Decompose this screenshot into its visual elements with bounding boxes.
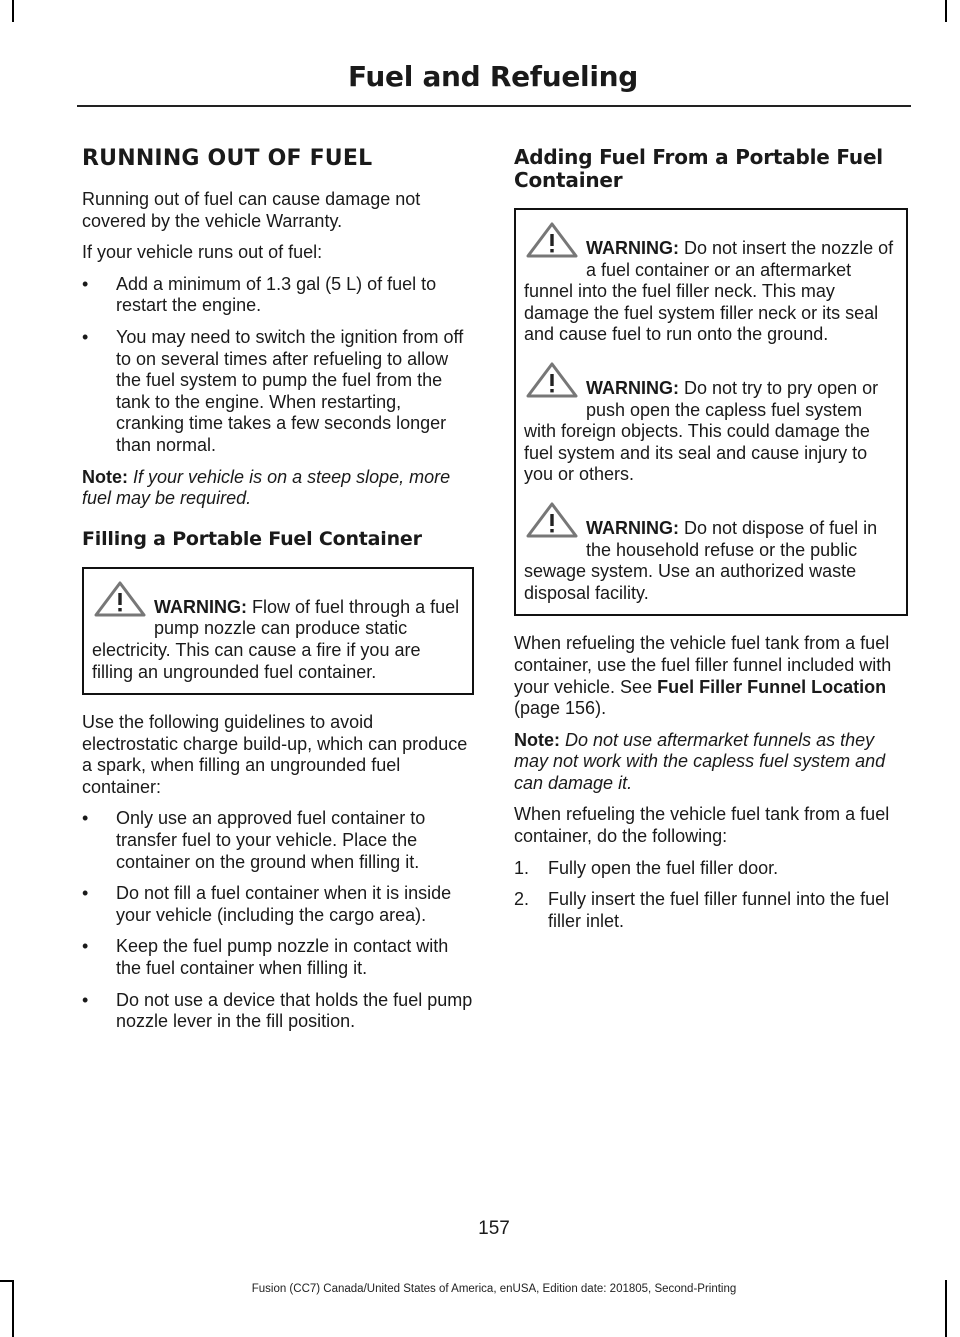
crop-mark-top-right xyxy=(945,0,947,22)
paragraph: If your vehicle runs out of fuel: xyxy=(82,242,323,263)
page-number: 157 xyxy=(478,1218,510,1239)
list-item: • Only use an approved fuel container to transfer fuel to your vehicle. Place the container on the ground when filling it. xyxy=(82,808,426,872)
list-item: 1. Fully open the fuel filler door. xyxy=(514,857,779,878)
bullet-marker: • xyxy=(82,326,89,347)
warning-triangle-icon xyxy=(524,360,580,400)
list-item: • Add a minimum of 1.3 gal (5 L) of fuel to restart the engine. xyxy=(82,273,437,316)
warning: WARNING: Do not insert the nozzle of a fuel container or an aftermarket funnel into the fuel filler neck. This may damage the fuel system filler neck or its seal and cause fuel to run onto the ground. xyxy=(524,220,898,346)
warning-box xyxy=(514,208,908,616)
paragraph: When refueling the vehicle fuel tank from a fuel container, use the fuel filler funnel included with your vehicle. See Fuel Filler Funnel Location (page 156). xyxy=(514,633,892,719)
bullet-marker: • xyxy=(82,989,89,1010)
crop-mark-bottom-left-h xyxy=(0,1280,14,1282)
step-number: 2. xyxy=(514,889,530,910)
step-number: 1. xyxy=(514,857,530,878)
header-divider xyxy=(77,105,911,107)
list-item: 2. Fully insert the fuel filler funnel into the fuel filler inlet. xyxy=(514,889,890,931)
paragraph: Use the following guidelines to avoid electrostatic charge build-up, which can produce a spark, when filling an ungrounded fuel container: xyxy=(82,712,468,797)
bullet-marker: • xyxy=(82,808,89,829)
paragraph: Running out of fuel can cause damage not covered by the vehicle Warranty. xyxy=(82,189,421,231)
right-column xyxy=(514,146,908,942)
subsection-title: Filling a Portable Fuel Container xyxy=(82,527,422,550)
cross-reference-link[interactable]: Fuel Filler Funnel Location xyxy=(657,676,887,697)
list-item: • Keep the fuel pump nozzle in contact with the fuel container when filling it. xyxy=(82,936,449,979)
warning-triangle-icon xyxy=(524,500,580,540)
warning: WARNING: Do not dispose of fuel in the household refuse or the public sewage system. Use an authorized waste disposal facility. xyxy=(524,500,898,604)
warning: WARNING: Do not try to pry open or push open the capless fuel system with foreign objects. This could damage the fuel system and its seal and cause injury to you or others. xyxy=(524,360,898,486)
list-item: • You may need to switch the ignition from off to on several times after refueling to allow the fuel system to pump the fuel from the tank to the engine. When restarting, cranking time takes a few seconds longer than normal. xyxy=(82,326,464,455)
page-header-title: Fuel and Refueling xyxy=(347,60,638,93)
numbered-list xyxy=(514,858,908,933)
list-item: • Do not fill a fuel container when it is inside your vehicle (including the cargo area). xyxy=(82,883,452,925)
bullet-list xyxy=(82,274,474,457)
subsection-title: Adding Fuel From a Portable Fuel Container xyxy=(514,145,883,192)
bullet-list xyxy=(82,808,474,1032)
warning-triangle-icon xyxy=(92,579,148,619)
warning-triangle-icon xyxy=(524,220,580,260)
footer-edition-info: Fusion (CC7) Canada/United States of America, enUSA, Edition date: 201805, Second-Printing xyxy=(251,1283,737,1295)
left-column xyxy=(82,146,474,1043)
bullet-marker: • xyxy=(82,936,89,957)
bullet-marker: • xyxy=(82,883,89,904)
note: Note: If your vehicle is on a steep slope, more fuel may be required. xyxy=(82,466,451,509)
crop-mark-top-left xyxy=(12,0,14,22)
list-item: • Do not use a device that holds the fuel pump nozzle lever in the fill position. xyxy=(82,989,473,1032)
paragraph: When refueling the vehicle fuel tank from a fuel container, do the following: xyxy=(514,804,890,847)
note: Note: Do not use aftermarket funnels as they may not work with the capless fuel system and can damage it. xyxy=(514,729,886,793)
warning: WARNING: Flow of fuel through a fuel pump nozzle can produce static electricity. This can cause a fire if you are filling an ungrounded fuel container. xyxy=(92,579,464,683)
bullet-marker: • xyxy=(82,273,89,294)
warning-box xyxy=(82,567,474,695)
section-title: RUNNING OUT OF FUEL xyxy=(82,146,373,171)
